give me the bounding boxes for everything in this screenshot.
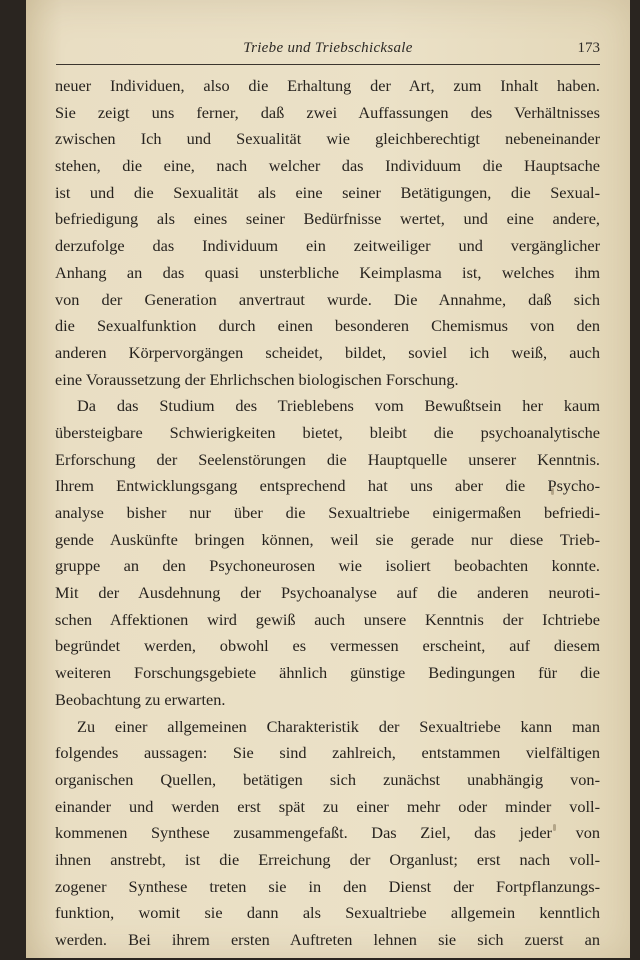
- text-line: derzufolge das Individuum ein zeitweiliger und vergänglicher: [55, 236, 600, 256]
- text-line: Mit der Ausdehnung der Psychoanalyse auf die anderen neuroti-: [55, 583, 600, 603]
- text-line: zwischen Ich und Sexualität wie gleichberechtigt nebeneinander: [55, 129, 600, 149]
- page-header: [56, 40, 600, 64]
- running-title: Triebe und Triebschicksale: [243, 40, 413, 56]
- text-line: einander und werden erst spät zu einer mehr oder minder voll-: [55, 796, 600, 816]
- text-line: organischen Quellen, betätigen sich zunächst unabhängig von-: [55, 769, 600, 789]
- text-line: Erforschung der Seelenstörungen die Hauptquelle unserer Kenntnis.: [55, 449, 600, 469]
- text-line: stehen, die eine, nach welcher das Individuum die Hauptsache: [55, 156, 600, 176]
- text-line: folgendes aussagen: Sie sind zahlreich, entstammen vielfältigen: [55, 743, 600, 763]
- text-line: analyse bisher nur über die Sexualtriebe einigermaßen befriedi-: [55, 503, 600, 522]
- body-text: [55, 73, 600, 954]
- text-line: Anhang an das quasi unsterbliche Keimplasma ist, welches ihm: [55, 262, 600, 282]
- text-line: zogener Synthese treten sie in den Dienst der Fortpflanzungs-: [55, 876, 600, 896]
- text-line: werden. Bei ihrem ersten Auftreten lehnen sie sich zuerst an: [55, 930, 600, 949]
- text-line: Zu einer allgemeinen Charakteristik der Sexualtriebe kann man: [77, 716, 600, 736]
- text-line: die Sexualfunktion durch einen besonderen Chemismus von den: [55, 316, 600, 336]
- text-line: gruppe an den Psychoneurosen wie isoliert beobachten konnte.: [55, 556, 600, 576]
- text-line: weiteren Forschungsgebiete ähnlich günstige Bedingungen für die: [55, 663, 600, 683]
- text-line: schen Affektionen wird gewiß auch unsere Kenntnis der Ichtriebe: [55, 609, 600, 629]
- ink-smudge: [553, 824, 556, 831]
- text-line: befriedigung als eines seiner Bedürfnisse wertet, und eine andere,: [55, 209, 600, 229]
- text-line: von der Generation anvertraut wurde. Die Annahme, daß sich: [55, 289, 600, 309]
- text-line: gende Auskünfte bringen können, weil sie gerade nur diese Trieb-: [55, 529, 600, 549]
- text-line: ist und die Sexualität als eine seiner Betätigungen, die Sexual-: [55, 182, 600, 202]
- text-line: Ihrem Entwicklungsgang entsprechend hat uns aber die Psycho-: [55, 476, 600, 496]
- book-page: [26, 0, 630, 958]
- ink-smudge: [551, 488, 554, 495]
- page-number: 173: [577, 40, 600, 56]
- header-rule: [56, 64, 600, 65]
- text-line: neuer Individuen, also die Erhaltung der Art, zum Inhalt haben.: [55, 76, 600, 95]
- text-line: ihnen anstrebt, ist die Erreichung der Organlust; erst nach voll-: [55, 849, 600, 869]
- text-line: übersteigbare Schwierigkeiten bietet, bleibt die psychoanalytische: [55, 422, 600, 442]
- text-line: anderen Körpervorgängen scheidet, bildet, soviel ich weiß, auch: [55, 342, 600, 362]
- text-line: kommenen Synthese zusammengefaßt. Das Ziel, das jeder von: [55, 823, 600, 843]
- text-line: Sie zeigt uns ferner, daß zwei Auffassungen des Verhältnisses: [55, 102, 600, 122]
- text-line: begründet werden, obwohl es vermessen erscheint, auf diesem: [55, 636, 600, 656]
- text-line: Beobachtung zu erwarten.: [55, 689, 226, 709]
- text-line: Da das Studium des Trieblebens vom Bewußtsein her kaum: [77, 396, 600, 416]
- text-line: eine Voraussetzung der Ehrlichschen biologischen Forschung.: [55, 369, 459, 389]
- text-line: funktion, womit sie dann als Sexualtriebe allgemein kenntlich: [55, 903, 600, 923]
